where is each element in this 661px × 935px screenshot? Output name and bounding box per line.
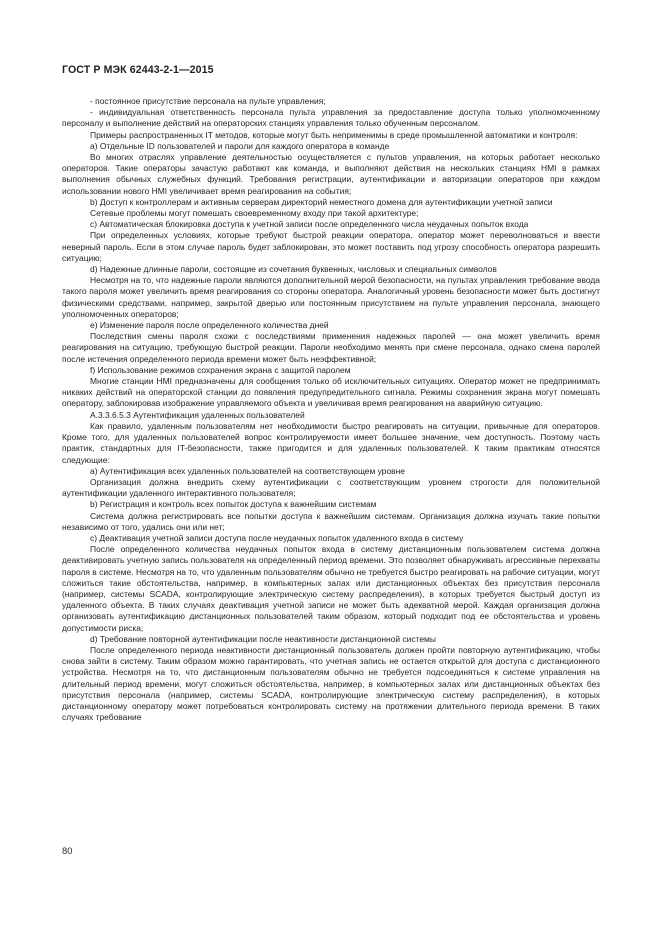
paragraph: Примеры распространенных IT методов, которые могут быть неприменимы в среде промышленной автоматики и контроля:	[90, 129, 578, 140]
paragraph: Многие станции HMI предназначены для сообщения только об исключительных ситуациях. Оператор может не предпринимать никаких действий на операторской станции до появления предупредительного сигнала. Режимы сохранения экрана могут помешать оператору, заблокировав изображение управляемого объекта и увеличивая время реагирования на аварийную ситуацию.	[62, 376, 600, 409]
page-number: 80	[62, 845, 73, 856]
paragraph: a) Аутентификация всех удаленных пользователей на соответствующем уровне	[90, 465, 405, 476]
paragraph: Как правило, удаленным пользователям нет необходимости быстро реагировать на ситуации, привычные для операторов. Кроме того, для удаленных пользователей вопрос контролируемости имеет большее значение, чем доступность. Поэтому часть практик, стандартных для IT-безопасности, также пригодится и для удаленных пользователей. К таким практикам относятся следующие:	[62, 420, 600, 465]
paragraph: c) Автоматическая блокировка доступа к учетной записи после определенного числа неудачных попыток входа	[90, 219, 529, 230]
paragraph: При определенных условиях, которые требуют быстрой реакции оператора, оператор может переволноваться и ввести неверный пароль. Если в этом случае пароль будет заблокирован, это может поставить под угрозу способность оператора разрешить ситуацию;	[62, 230, 600, 263]
paragraph: d) Надежные длинные пароли, состоящие из сочетания буквенных, числовых и специальных символов	[90, 264, 497, 275]
document-body	[62, 96, 600, 723]
paragraph: Несмотря на то, что надежные пароли являются дополнительной мерой безопасности, на пультах управления требование ввода такого пароля может увеличить время реагирования со стороны оператора. Аналогичный уровень безопасности может быть достигнут физическими средствами, например, закрытой дверью или постоянным присутствием на пульте управления персонала, знающего уполномоченных операторов;	[62, 275, 600, 319]
paragraph: A.3.3.6.5.3 Аутентификация удаленных пользователей	[90, 409, 305, 420]
paragraph: b) Регистрация и контроль всех попыток доступа к важнейшим системам	[90, 499, 377, 510]
paragraph: b) Доступ к контроллерам и активным серверам директорий неместного домена для аутентификации учетной записи	[90, 196, 553, 207]
paragraph: f) Использование режимов сохранения экрана с защитой паролем	[90, 364, 351, 375]
paragraph: a) Отдельные ID пользователей и пароли для каждого оператора в команде	[90, 140, 390, 151]
paragraph: После определенного периода неактивности дистанционный пользователь должен пройти повторную аутентификацию, чтобы снова зайти в систему. Таким образом можно гарантировать, что учетная запись не остается открытой для доступа с дистанционного устройства. Несмотря на то, что дистанционным пользователям обычно не требуется подсоединяться к системе управления на длительный период времени, могут сложиться обстоятельства, например, в компьютерных залах или дистанционных объектах без присутствия персонала (например, системы SCADA, контролирующие электрическую систему распределения), в которых дистанционному оператору может потребоваться контролировать систему на протяжении длительного периода времени. В таких случаях требование	[62, 644, 600, 723]
paragraph: - индивидуальная ответственность персонала пульта управления за предоставление доступа только уполномоченному персоналу и выполнение действий на операторских станциях управления только обученным персоналом.	[62, 107, 600, 129]
paragraph: e) Изменение пароля после определенного количества дней	[90, 320, 329, 331]
standard-title: ГОСТ Р МЭК 62443-2-1—2015	[62, 64, 214, 76]
paragraph: Сетевые проблемы могут помешать своевременному входу при такой архитектуре;	[90, 208, 419, 219]
paragraph: Во многих отраслях управление деятельностью осуществляется с пультов управления, на которых работает несколько операторов. Такие операторы зачастую работают как команда, и выполняют действия на нескольких станциях HMI в рамках выполнения обычных служебных функций. Требования регистрации, аутентификации и авторизации операторов при каждом использовании нового HMI увеличивает время реагирования на события;	[62, 152, 600, 196]
paragraph: После определенного количества неудачных попыток входа в систему дистанционным пользователем система должна деактивировать учетную запись пользователя на определенный период времени. Это позволяет обнаруживать агрессивные перехваты пароля в системе. Несмотря на то, что удаленным пользователям обычно не требуется быстро реагировать на рабочие ситуации, могут сложиться такие обстоятельства, например, в компьютерных залах или дистанционных объектах без присутствия персонала (например, системы SCADA, контролирующие электрическую систему распределения), в которых требуется быстрый доступ из удаленного объекта. В таких случаях деактивация учетной записи не может быть адекватной мерой. Каждая организация должна организовать аутентификацию дистанционных пользователей таким образом, который подходит под ее обстоятельства и уровень допустимости риска;	[62, 544, 600, 633]
paragraph: Система должна регистрировать все попытки доступа к важнейшим системам. Организация должна изучать такие попытки независимо от того, удались они или нет;	[62, 510, 600, 532]
paragraph: - постоянное присутствие персонала на пульте управления;	[90, 96, 326, 106]
paragraph: Организация должна внедрить схему аутентификации с соответствующим уровнем строгости для положительной аутентификации удаленного интерактивного пользователя;	[62, 476, 600, 499]
paragraph: Последствия смены пароля схожи с последствиями применения надежных паролей — она может увеличить время реагирования на ситуацию, требующую быстрой реакции. Пароли необходимо менять при смене персонала, однако смена паролей после истечения определенного периода времени может быть неэффективной;	[62, 331, 600, 364]
paragraph: d) Требование повторной аутентификации после неактивности дистанционной системы	[90, 633, 436, 644]
paragraph: c) Деактивация учетной записи доступа после неудачных попыток удаленного входа в систему	[90, 532, 464, 543]
